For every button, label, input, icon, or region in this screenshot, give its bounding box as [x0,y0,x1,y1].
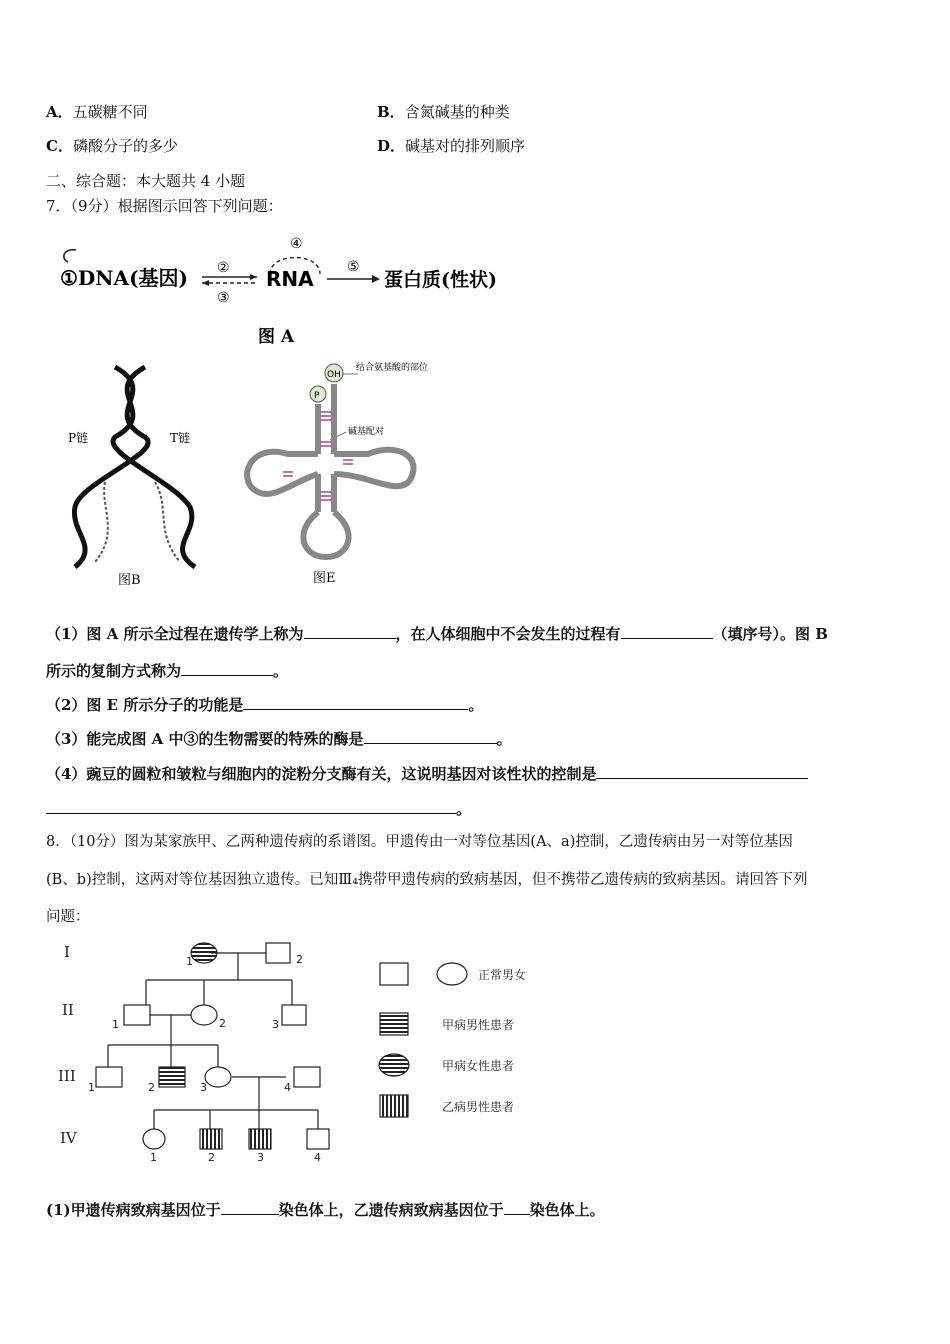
answer-blank[interactable] [221,1198,279,1215]
p-chain-label: P链 [68,431,89,445]
base-pair-label: 碱基配对 [348,427,385,437]
q7-sub4-line2: 。 [46,797,471,819]
legend-normal: 正常男女 [478,968,527,982]
q7-sub3: （3）能完成图 A 中③的生物需要的特殊的酶是 。 [46,727,512,749]
fig-a-protein-label: 蛋白质(性状) [384,269,497,291]
gen-label-ii: II [62,1001,74,1019]
q8-line2: (B、b)控制，这两对等位基因独立遗传。已知Ⅲ₄携带甲遗传病的致病基因，但不携带乙遗传病的致病基因。请回答下列 [46,872,808,888]
person-iv-1 [143,1129,165,1149]
q7-sub4-line1: （4）豌豆的圆粒和皱粒与细胞内的淀粉分支酶有关，这说明基因对该性状的控制是 [46,762,808,784]
option-d: D．碱基对的排列顺序 [377,137,526,155]
svg-text:3: 3 [257,1151,264,1164]
answer-blank[interactable] [181,659,273,676]
fig-a-num-3: ③ [217,290,230,306]
gen-label-iv: IV [60,1129,77,1147]
fig-b-caption: 图B [118,573,141,588]
gen-label-iii: III [58,1067,76,1085]
fig-a-num-2: ② [217,260,230,276]
legend-male-b: 乙病男性患者 [442,1100,515,1114]
answer-blank[interactable] [504,1198,530,1215]
trna-body [247,384,413,557]
q7-sub2: （2）图 E 所示分子的功能是 。 [46,693,483,715]
fig-e-caption: 图E [313,571,336,586]
answer-blank[interactable] [304,622,396,639]
person-iii-3 [205,1067,231,1087]
q7-title: 7．（9分）根据图示回答下列问题： [46,197,283,215]
amino-site-label: 结合氨基酸的部位 [356,363,429,373]
new-strand-left [95,482,108,562]
svg-text:2: 2 [208,1151,215,1164]
self-arrow-dna [64,250,76,262]
pedigree-legend [379,963,467,1117]
person-iv-3 [249,1129,271,1149]
figure-a [52,228,542,353]
svg-text:4: 4 [314,1151,321,1164]
fig-a-num-5: ⑤ [347,259,360,275]
answer-blank[interactable] [243,693,468,710]
svg-text:1: 1 [150,1151,157,1164]
option-b: B．含氮碱基的种类 [377,103,510,121]
option-a: A．五碳糖不同 [46,103,148,121]
q8-line1: 8．（10分）图为某家族甲、乙两种遗传病的系谱图。甲遗传由一对等位基因(A、a)控制，乙遗传病由另一对等位基因 [46,834,793,850]
answer-blank[interactable] [46,797,456,814]
q7-sub1-line1: （1）图 A 所示全过程在遗传学上称为 ，在人体细胞中不会发生的过程有 （填序号）。图 B [46,622,828,644]
answer-blank[interactable] [596,762,808,779]
person-iii-2 [159,1067,185,1087]
q8-sub1: (1)甲遗传病致病基因位于 染色体上，乙遗传病致病基因位于 染色体上。 [46,1198,605,1220]
person-iii-1 [96,1067,122,1087]
fig-a-dna-label: ①DNA(基因) [60,266,188,290]
answer-blank[interactable] [364,727,497,744]
person-iii-4 [294,1067,320,1087]
person-ii-1 [124,1005,150,1025]
person-iv-2 [200,1129,222,1149]
fig-a-num-4: ④ [290,236,303,252]
pedigree-chart [46,935,546,1165]
svg-text:P: P [314,391,320,401]
figure-b [60,362,220,592]
option-c: C．磷酸分子的多少 [46,137,178,155]
svg-text:OH: OH [327,370,341,380]
fig-a-rna-label: RNA [266,267,314,291]
q7-sub1-line2: 所示的复制方式称为 。 [46,659,288,681]
t-chain-label: T链 [170,431,191,445]
svg-text:2: 2 [219,1017,226,1030]
person-ii-2 [191,1005,217,1025]
legend-female-a: 甲病女性患者 [442,1059,515,1073]
figure-e [238,362,438,592]
person-i-2 [266,943,290,963]
answer-blank[interactable] [621,622,713,639]
svg-text:2: 2 [148,1081,155,1094]
fig-a-caption: 图 A [258,327,295,347]
svg-text:1: 1 [186,955,193,968]
section-heading: 二、综合题：本大题共 4 小题 [46,172,246,190]
q8-line3: 问题： [46,909,90,925]
svg-text:1: 1 [112,1018,119,1031]
person-iv-4 [307,1129,329,1149]
svg-text:1: 1 [88,1081,95,1094]
svg-text:4: 4 [284,1081,291,1094]
legend-male-a: 甲病男性患者 [442,1018,515,1032]
svg-text:3: 3 [272,1018,279,1031]
person-ii-3 [282,1005,306,1025]
svg-text:3: 3 [200,1081,207,1094]
gen-label-i: I [64,943,70,961]
svg-text:2: 2 [296,953,303,966]
person-i-1 [191,943,217,963]
